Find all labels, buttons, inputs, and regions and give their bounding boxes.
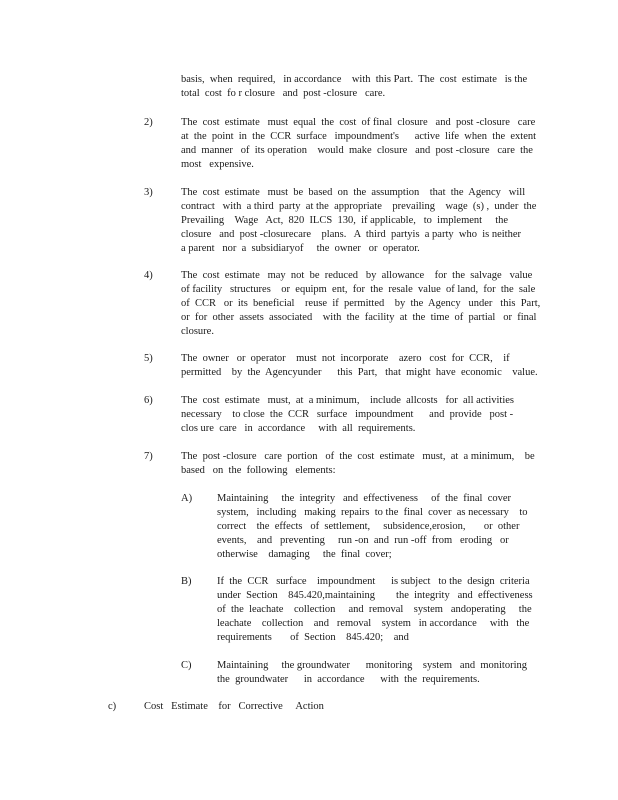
continuation-line: total cost fo r closure and post -closure care. bbox=[181, 88, 386, 99]
item-line: of facility structures or equipm ent, for the resale value of land, for the sale bbox=[181, 284, 536, 295]
continuation-line: basis, when required, in accordance with this Part. The cost estimate is the bbox=[181, 74, 528, 85]
subitem-line: If the CCR surface impoundment is subject to the design criteria bbox=[217, 576, 530, 587]
item-line: The cost estimate must equal the cost of final closure and post -closure care bbox=[181, 117, 536, 128]
subitem-line: Maintaining the groundwater monitoring system and monitoring bbox=[217, 660, 528, 671]
item-line: closure and post -closurecare plans. A third partyis a party who is neither bbox=[181, 229, 521, 240]
item-line: The cost estimate may not be reduced by allowance for the salvage value bbox=[181, 270, 533, 281]
item-line: at the point in the CCR surface impoundment's active life when the extent bbox=[181, 131, 537, 142]
item-line: based on the following elements: bbox=[181, 465, 336, 476]
item-line: or for other assets associated with the facility at the time of partial or final bbox=[181, 312, 537, 323]
section-letter: c) bbox=[108, 701, 117, 712]
item-line: and manner of its operation would make closure and post -closure care the bbox=[181, 145, 533, 156]
item-line: a parent nor a subsidiaryof the owner or operator. bbox=[181, 243, 420, 254]
item-number: 5) bbox=[144, 353, 153, 364]
item-line: Prevailing Wage Act, 820 ILCS 130, if applicable, to implement the bbox=[181, 215, 509, 226]
subitem-letter: B) bbox=[181, 576, 192, 587]
item-line: contract with a third party at the appropriate prevailing wage (s) , under the bbox=[181, 201, 537, 212]
subitem-letter: A) bbox=[181, 493, 193, 504]
item-line: most expensive. bbox=[181, 159, 254, 170]
subitem-line: leachate collection and removal system in accordance with the bbox=[217, 618, 530, 629]
item-line: of CCR or its beneficial reuse if permitted by the Agency under this Part, bbox=[181, 298, 541, 309]
item-number: 4) bbox=[144, 270, 153, 281]
subitem-line: the groundwater in accordance with the requirements. bbox=[217, 674, 480, 685]
subitem-line: otherwise damaging the final cover; bbox=[217, 549, 392, 560]
subitem-line: Maintaining the integrity and effectiveness of the final cover bbox=[217, 493, 512, 504]
section-heading: Cost Estimate for Corrective Action bbox=[144, 701, 324, 712]
item-line: The cost estimate must be based on the assumption that the Agency will bbox=[181, 187, 526, 198]
item-number: 7) bbox=[144, 451, 153, 462]
item-number: 2) bbox=[144, 117, 153, 128]
item-line: The post -closure care portion of the cost estimate must, at a minimum, be bbox=[181, 451, 535, 462]
item-number: 3) bbox=[144, 187, 153, 198]
item-number: 6) bbox=[144, 395, 153, 406]
subitem-line: correct the effects of settlement, subsidence,erosion, or other bbox=[217, 521, 520, 532]
subitem-line: under Section 845.420,maintaining the integrity and effectiveness bbox=[217, 590, 533, 601]
item-line: clos ure care in accordance with all requirements. bbox=[181, 423, 416, 434]
subitem-line: events, and preventing run -on and run -off from eroding or bbox=[217, 535, 509, 546]
item-line: closure. bbox=[181, 326, 214, 337]
item-line: permitted by the Agencyunder this Part, that might have economic value. bbox=[181, 367, 538, 378]
item-line: necessary to close the CCR surface impoundment and provide post - bbox=[181, 409, 514, 420]
item-line: The owner or operator must not incorporate azero cost for CCR, if bbox=[181, 353, 510, 364]
subitem-line: system, including making repairs to the final cover as necessary to bbox=[217, 507, 528, 518]
subitem-letter: C) bbox=[181, 660, 192, 671]
item-line: The cost estimate must, at a minimum, include allcosts for all activities bbox=[181, 395, 515, 406]
subitem-line: of the leachate collection and removal system andoperating the bbox=[217, 604, 532, 615]
subitem-line: requirements of Section 845.420; and bbox=[217, 632, 409, 643]
